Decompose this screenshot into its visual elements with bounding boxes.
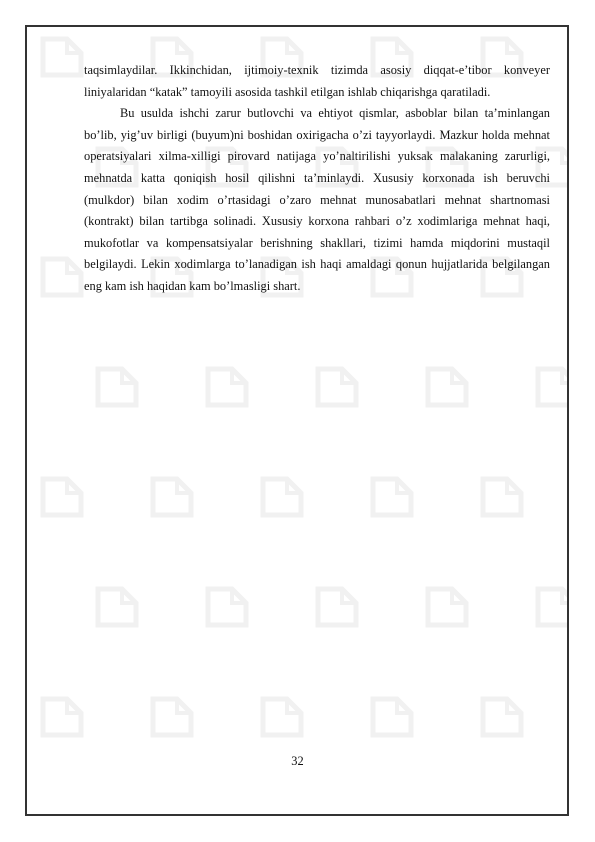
- paragraph-continuation: taqsimlaydilar. Ikkinchidan, ijtimoiy-texnik tizimda asosiy diqqat-e’tibor konveyer liniyalaridan “katak” tamoyili asosida tashkil etilgan ishlab chiqarishga qaratiladi.: [84, 63, 550, 99]
- page-number: 32: [291, 754, 304, 768]
- paragraph-main: Bu usulda ishchi zarur butlovchi va ehtiyot qismlar, asboblar bilan ta’minlangan bo’lib, yig’uv birligi (buyum)ni boshidan oxirigacha o’zi tayyorlaydi. Mazkur holda mehnat operatsiyalari xilma-xilligi pirovard natijaga yo’naltirilishi yuksak malakaning zarurligi, mehnatda katta qoniqish hosil qilishni ta’minlaydi. Xususiy korxonada ish beruvchi (mulkdor) bilan xodim o’rtasidagi o’zaro mehnat munosabatlari mehnat shartnomasi (kontrakt) bilan tartibga solinadi. Xususiy korxona rahbari o’z xodimlariga mehnat haqi, mukofotlar va kompensatsiyalar berishning shakllari, tizimi hamda miqdorini mustaqil belgilaydi. Lekin xodimlarga to’lanadigan ish haqi amaldagi qonun hujjatlarida belgilangan eng kam ish haqidan kam bo’lmasligi shart.: [84, 106, 550, 293]
- document-body: [84, 60, 550, 298]
